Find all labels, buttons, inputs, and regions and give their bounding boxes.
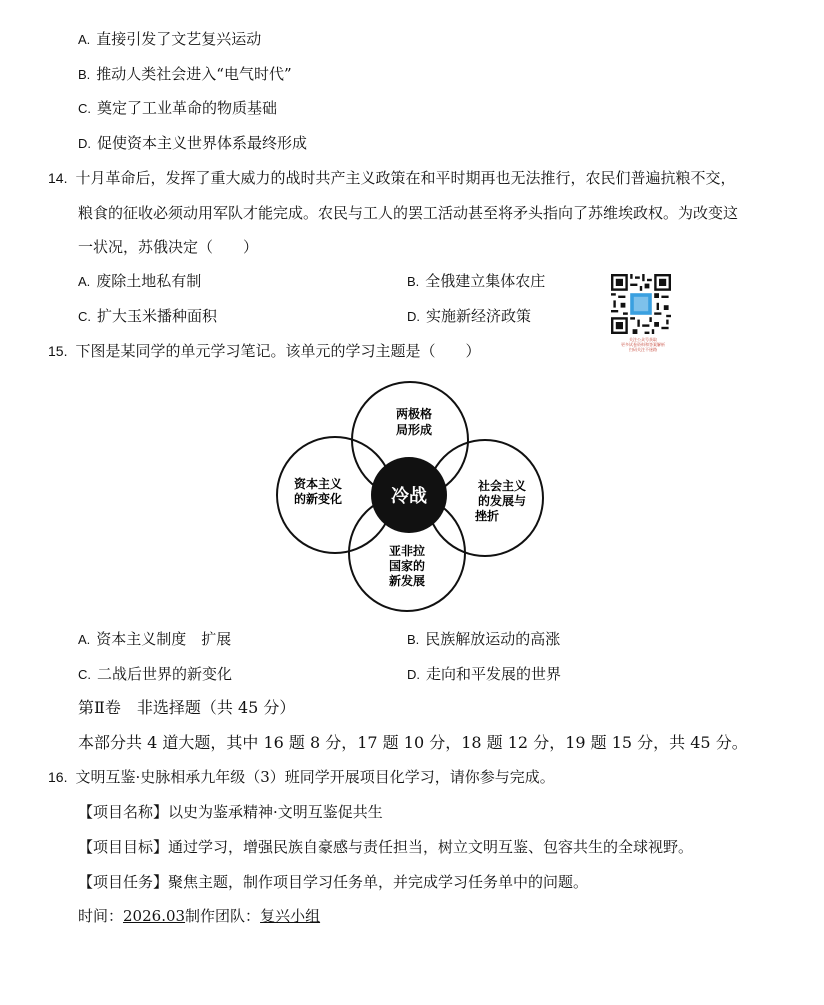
- option-text: 促使资本主义世界体系最终形成: [97, 134, 308, 152]
- top-label-line: 局形成: [395, 423, 433, 437]
- right-label-line: 挫折: [474, 509, 500, 523]
- option-letter: D.: [78, 136, 91, 151]
- option-letter: C.: [78, 309, 91, 324]
- item-text: 聚焦主题，制作项目学习任务单，并完成学习任务单中的问题。: [168, 873, 589, 891]
- option-letter: C.: [78, 667, 91, 682]
- option-letter: C.: [78, 101, 91, 116]
- item-label: 【项目名称】: [78, 803, 169, 821]
- q14-option-a: [78, 271, 201, 292]
- q15-option-d: [407, 664, 561, 685]
- qr-caption-line: 扫码关注不迷路: [629, 347, 657, 352]
- item-text: 以史为鉴承精神·文明互鉴促共生: [168, 803, 383, 821]
- bottom-label-line: 亚非拉: [388, 544, 426, 558]
- q14-option-d: [407, 306, 531, 327]
- q14-stem-line2: 粮食的征收必须动用军队才能完成。农民与工人的罢工活动甚至将矛头指向了苏维埃政权。为改变这: [78, 204, 739, 222]
- q14-option-c: [78, 306, 217, 327]
- part2-description: 本部分共 4 道大题，其中 16 题 8 分，17 题 10 分，18 题 12 分，19 题 15 分，共 45 分。: [78, 733, 748, 752]
- q15-option-c: [78, 664, 232, 685]
- option-letter: A.: [78, 274, 91, 289]
- qr-code-icon: [611, 274, 671, 334]
- qr-caption-line: 更多试卷资料和答案解析: [621, 342, 665, 347]
- right-label-line: 社会主义: [477, 479, 527, 493]
- item-text: 通过学习，增强民族自豪感与责任担当，树立文明互鉴、包容共生的全球视野。: [168, 838, 694, 856]
- item-label: 【项目任务】: [78, 873, 169, 891]
- q16-project-name: [78, 802, 383, 822]
- q15-option-b: [407, 629, 560, 650]
- option-text: 废除土地私有制: [96, 272, 202, 290]
- q14-option-b: [407, 271, 545, 292]
- question-number: 15.: [48, 343, 68, 359]
- option-text: 民族解放运动的高涨: [425, 630, 561, 648]
- q13-option-b: [78, 64, 292, 85]
- qr-caption: [605, 337, 681, 352]
- team-label: 制作团队：: [185, 907, 261, 925]
- option-letter: B.: [78, 67, 91, 82]
- bottom-label-line: 国家的: [388, 559, 426, 573]
- q13-option-a: [78, 29, 261, 50]
- q13-option-d: [78, 133, 307, 154]
- q14-stem-line3: 一状况，苏俄决定（ ）: [78, 238, 259, 256]
- option-letter: A.: [78, 32, 91, 47]
- time-label: 时间：: [78, 907, 124, 925]
- option-text: 推动人类社会进入“电气时代”: [96, 65, 292, 83]
- option-text: 走向和平发展的世界: [426, 665, 562, 683]
- option-text: 奠定了工业革命的物质基础: [97, 99, 278, 117]
- time-value: 2026.03: [123, 907, 186, 925]
- option-text: 二战后世界的新变化: [97, 665, 233, 683]
- q16-stem: [48, 767, 555, 787]
- q14-stem-line1: [48, 168, 735, 188]
- venn-diagram: [272, 380, 552, 612]
- option-text: 资本主义制度 扩展: [96, 630, 232, 648]
- q13-option-c: [78, 98, 277, 119]
- option-letter: A.: [78, 632, 91, 647]
- q16-project-task: [78, 872, 588, 892]
- left-label-line: 资本主义: [293, 477, 343, 491]
- question-text: 十月革命后，发挥了重大威力的战时共产主义政策在和平时期再也无法推行，农民们普遍抗粮不交，: [75, 169, 736, 187]
- question-number: 16.: [48, 769, 68, 785]
- item-label: 【项目目标】: [78, 838, 169, 856]
- option-letter: D.: [407, 667, 420, 682]
- option-letter: B.: [407, 274, 420, 289]
- left-label-line: 的新变化: [293, 492, 343, 506]
- center-label: 冷战: [391, 486, 427, 507]
- question-text: 文明互鉴·史脉相承九年级（3）班同学开展项目化学习，请你参与完成。: [75, 768, 555, 786]
- bottom-label-line: 新发展: [388, 574, 426, 588]
- q16-project-goal: [78, 837, 693, 857]
- option-letter: D.: [407, 309, 420, 324]
- option-text: 直接引发了文艺复兴运动: [96, 30, 262, 48]
- qr-caption-line: 关注公众号获取: [629, 337, 657, 342]
- q16-time-team: [78, 906, 320, 926]
- part2-title: 第Ⅱ卷 非选择题（共 45 分）: [78, 698, 296, 717]
- question-text: 下图是某同学的单元学习笔记。该单元的学习主题是（ ）: [75, 342, 481, 360]
- top-label-line: 两极格: [395, 407, 433, 421]
- right-label-line: 的发展与: [477, 494, 527, 508]
- option-letter: B.: [407, 632, 420, 647]
- q15-option-a: [78, 629, 231, 650]
- question-number: 14.: [48, 170, 68, 186]
- option-text: 扩大玉米播种面积: [97, 307, 218, 325]
- team-value: 复兴小组: [260, 907, 321, 925]
- option-text: 全俄建立集体农庄: [425, 272, 546, 290]
- q15-stem: [48, 341, 480, 361]
- option-text: 实施新经济政策: [426, 307, 532, 325]
